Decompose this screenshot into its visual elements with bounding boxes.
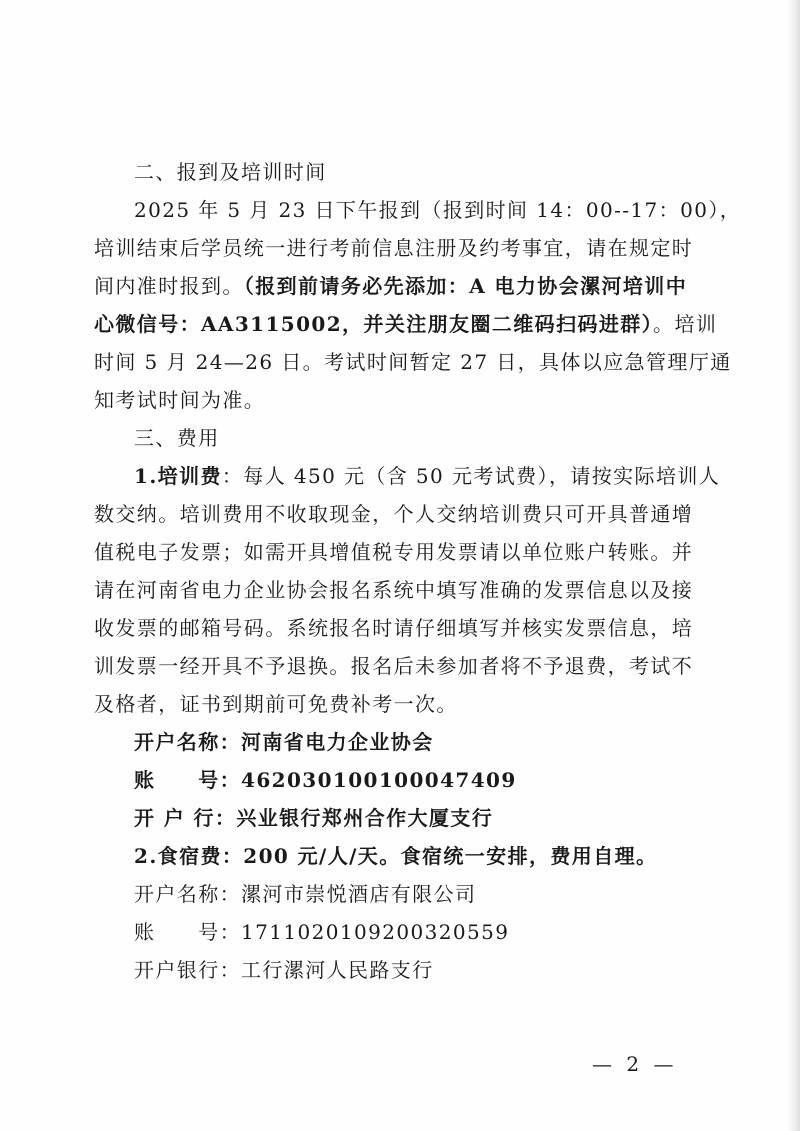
wechat-notice-bold: （报到前请务必先添加：A 电力协会漯河培训中: [243, 274, 688, 298]
schedule-paragraph-line: 时间 5 月 24—26 日。考试时间暂定 27 日，具体以应急管理厅通: [94, 350, 732, 374]
schedule-paragraph-line: 知考试时间为准。: [94, 388, 266, 412]
section-heading-fees: 三、费用: [134, 426, 220, 450]
fee-paragraph-line: 数交纳。培训费用不收取现金，个人交纳培训费只可开具普通增: [94, 502, 694, 526]
page-edge-shadow: [786, 0, 800, 1131]
fee-paragraph-line: [134, 464, 721, 488]
lodging-fee-line: 2.食宿费：200 元/人/天。食宿统一安排，费用自理。: [134, 844, 658, 868]
schedule-text: 间内准时报到。: [94, 274, 244, 298]
schedule-paragraph-line: [94, 274, 694, 298]
account-number-hotel: 账 号：1711020109200320559: [134, 920, 510, 944]
wechat-notice-bold: 心微信号：AA3115002，并关注朋友圈二维码扫码进群）: [94, 312, 654, 336]
account-number-association: 账 号：462030100100047409: [134, 768, 517, 792]
fee-paragraph-line: 及格者，证书到期前可免费补考一次。: [94, 692, 458, 716]
schedule-paragraph-line: [94, 312, 718, 336]
schedule-paragraph-line: 培训结束后学员统一进行考前信息注册及约考事宜，请在规定时: [94, 236, 694, 260]
account-name-hotel: 开户名称：漯河市崇悦酒店有限公司: [134, 882, 477, 906]
section-heading-schedule: 二、报到及培训时间: [134, 160, 327, 184]
account-bank-association: 开 户 行：兴业银行郑州合作大厦支行: [134, 806, 494, 830]
page-number: — 2 —: [592, 1052, 678, 1076]
schedule-text: 。培训: [653, 312, 718, 336]
training-fee-label: 1.培训费: [134, 464, 222, 488]
fee-paragraph-line: 收发票的邮箱号码。系统报名时请仔细填写并核实发票信息，培: [94, 616, 694, 640]
schedule-paragraph-line: 2025 年 5 月 23 日下午报到（报到时间 14：00--17：00），: [134, 198, 742, 222]
fee-paragraph-line: 请在河南省电力企业协会报名系统中填写准确的发票信息以及接: [94, 578, 694, 602]
fee-paragraph-line: 值税电子发票；如需开具增值税专用发票请以单位账户转账。并: [94, 540, 694, 564]
account-name-association: 开户名称：河南省电力企业协会: [134, 730, 434, 754]
fee-paragraph-line: 训发票一经开具不予退换。报名后未参加者将不予退费，考试不: [94, 654, 694, 678]
fee-text: ：每人 450 元（含 50 元考试费），请按实际培训人: [221, 464, 721, 488]
account-bank-hotel: 开户银行：工行漯河人民路支行: [134, 958, 434, 982]
